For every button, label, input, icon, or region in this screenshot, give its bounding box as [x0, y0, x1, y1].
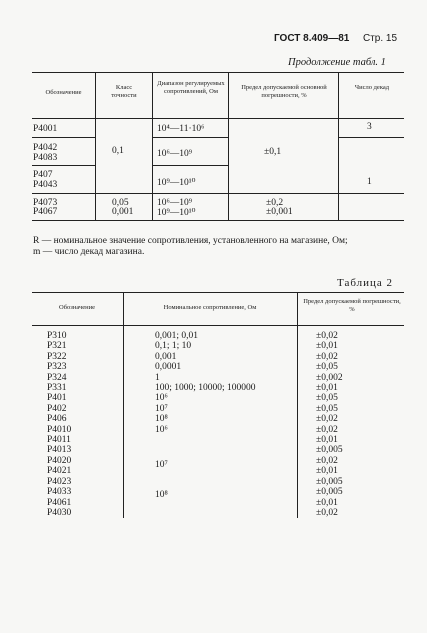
table1-continuation: Продолжение табл. 1 — [288, 57, 386, 68]
t1-header-error: Предел допускаемой основной погрешности, % — [241, 84, 327, 99]
t1-header-class: Класс точности — [111, 84, 137, 99]
t2-nominal: 10⁸ — [155, 490, 168, 500]
t2-error: ±0,01 — [316, 435, 338, 446]
t2-error: ±0,05 — [316, 403, 338, 414]
t2-designation: Р321 — [47, 341, 67, 352]
t1-row-designation: Р407 — [33, 170, 53, 180]
t1-error: ±0,2 — [266, 198, 284, 208]
t1-range: 10⁶—10⁹ — [157, 198, 193, 208]
table1-header-border — [32, 118, 404, 119]
t1-row-designation: Р4067 — [33, 207, 58, 217]
t2-nominal: 0,1; 1; 10 — [155, 341, 192, 352]
t1-range: 10⁶—10⁹ — [157, 149, 193, 159]
table1-col-divider — [228, 72, 229, 220]
t1-decades: 3 — [367, 122, 372, 132]
t2-designation: Р323 — [47, 362, 67, 373]
t2-nominal: 0,001 — [155, 351, 177, 362]
t1-row-designation: Р4083 — [33, 153, 58, 163]
t2-error: ±0,02 — [316, 455, 338, 466]
t1-range: 10⁹—10¹⁰ — [157, 208, 196, 218]
note-line-2: m — число декад магазина. — [33, 247, 145, 257]
t2-nominal: 1 — [155, 372, 160, 383]
t2-designation: Р4011 — [47, 435, 71, 446]
t2-designation: Р324 — [47, 372, 67, 383]
t2-designation: Р4023 — [47, 476, 72, 487]
t2-nominal: 10⁷ — [155, 403, 168, 414]
t1-class-group: 0,1 — [112, 146, 124, 156]
gost-number: ГОСТ 8.409—81 — [274, 33, 350, 44]
t2-nominal: 0,001; 0,01 — [155, 331, 199, 341]
t2-designation: Р4021 — [47, 466, 72, 477]
t2-error: ±0,01 — [316, 466, 338, 477]
t2-designation: Р4020 — [47, 455, 72, 466]
t2-nominal: 10⁶ — [155, 425, 168, 435]
t1-error: ±0,001 — [266, 207, 293, 217]
t2-error: ±0,002 — [316, 372, 343, 383]
t2-nominal: 100; 1000; 10000; 100000 — [155, 383, 256, 394]
note-line-1: R — номинальное значение сопротивления, установленного на магазине, Ом; — [33, 236, 348, 246]
t1-row-designation: Р4001 — [33, 124, 58, 134]
t1-row-designation: Р4073 — [33, 198, 58, 208]
t2-error: ±0,02 — [316, 414, 338, 425]
t2-designation: Р406 — [47, 414, 67, 425]
t2-error: ±0,05 — [316, 362, 338, 373]
t2-error: ±0,05 — [316, 393, 338, 404]
t1-row-designation: Р4043 — [33, 180, 58, 190]
t2-error: ±0,02 — [316, 507, 338, 518]
t2-error: ±0,01 — [316, 497, 338, 508]
t2-header-designation: Обозначение — [59, 304, 95, 311]
t2-designation-column — [47, 331, 71, 518]
t2-nominal: 10⁸ — [155, 414, 168, 425]
table1-col-divider — [95, 72, 96, 220]
t2-error: ±0,01 — [316, 341, 338, 352]
t1-class: 0,001 — [112, 207, 134, 217]
t2-header-nominal: Номинальное сопротивление, Ом — [163, 304, 257, 311]
t2-error: ±0,005 — [316, 445, 343, 456]
table1-rowline — [338, 137, 404, 138]
table1-col-divider — [152, 72, 153, 220]
t2-nominal: 10⁶ — [155, 393, 168, 404]
t2-designation: Р402 — [47, 403, 67, 414]
table2-title: Таблица 2 — [337, 277, 394, 289]
table1-col-divider — [338, 72, 339, 220]
t2-designation: Р4010 — [47, 424, 72, 435]
table1-rowline — [152, 165, 228, 166]
t2-header-error: Предел допускаемой погрешности, % — [303, 298, 401, 313]
table1-rowline — [32, 137, 95, 138]
t1-header-range: Диапазон регулируемых сопротивлений, Ом — [157, 80, 225, 95]
table2-col-divider — [123, 292, 124, 518]
page-number: Стр. 15 — [363, 33, 398, 44]
t2-designation: Р310 — [47, 331, 67, 341]
t2-designation: Р4033 — [47, 487, 72, 498]
table1-rowline — [152, 137, 228, 138]
t1-range: 10⁴—11·10⁶ — [157, 124, 205, 134]
t2-designation: Р4061 — [47, 497, 72, 508]
t2-designation: Р331 — [47, 383, 67, 394]
table1-bottom-border — [32, 220, 404, 221]
table2-header-border — [32, 325, 404, 326]
table1-top-border — [32, 72, 404, 73]
t2-error: ±0,02 — [316, 351, 338, 362]
t2-designation: Р4013 — [47, 445, 72, 456]
t1-header-decades: Число декад — [354, 84, 390, 91]
t1-range: 10⁹—10¹⁰ — [157, 178, 196, 188]
t1-row-designation: Р4042 — [33, 143, 58, 153]
table1-rowline — [32, 193, 404, 194]
table1-rowline — [32, 165, 95, 166]
table2-col-divider — [297, 292, 298, 518]
t2-nominal: 10⁷ — [155, 460, 168, 470]
t2-designation: Р322 — [47, 351, 67, 362]
table2-top-border — [32, 292, 404, 293]
t2-error: ±0,02 — [316, 424, 338, 435]
t2-error: ±0,005 — [316, 487, 343, 498]
t2-designation: Р401 — [47, 393, 67, 404]
t2-designation: Р4030 — [47, 507, 72, 518]
t1-error-group: ±0,1 — [264, 147, 282, 157]
t1-class: 0,05 — [112, 198, 129, 208]
t2-error-column — [316, 331, 343, 518]
t1-header-designation: Обозначение — [45, 89, 82, 96]
t2-error: ±0,01 — [316, 383, 338, 394]
t2-error: ±0,005 — [316, 476, 343, 487]
t2-nominal-column — [155, 331, 256, 425]
t2-error: ±0,02 — [316, 331, 338, 341]
t1-decades-group: 1 — [367, 177, 372, 187]
t2-nominal: 0,0001 — [155, 362, 182, 373]
